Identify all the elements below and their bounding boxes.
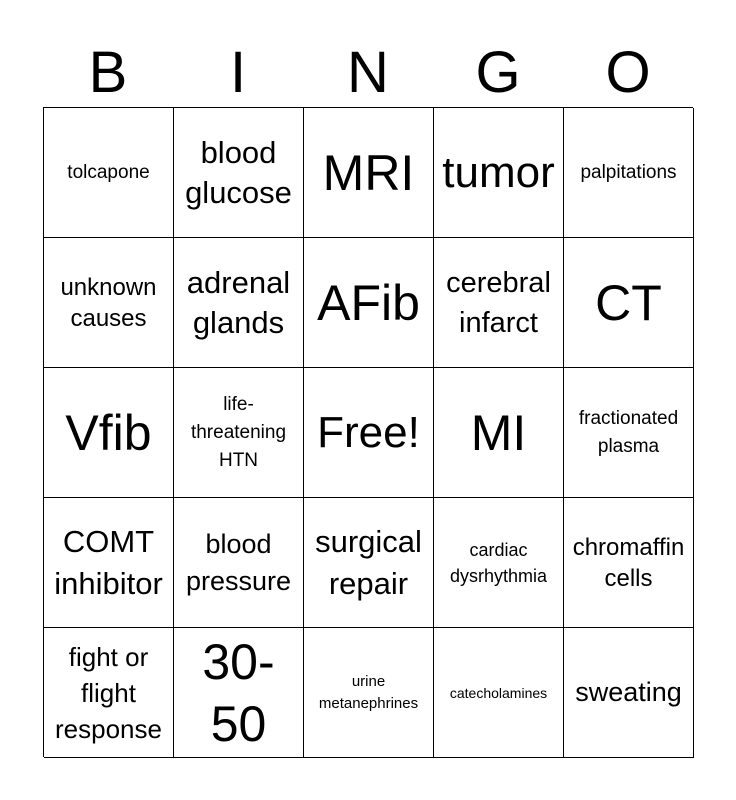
bingo-cell-r3c1[interactable] xyxy=(44,368,174,498)
bingo-cell-r2c5[interactable] xyxy=(564,238,694,368)
bingo-cell-r5c1[interactable] xyxy=(44,628,174,758)
bingo-cell-text: fight or flight response xyxy=(55,641,162,744)
bingo-cell-text: Free! xyxy=(317,407,420,457)
bingo-cell-r2c1[interactable] xyxy=(44,238,174,368)
bingo-cell-text: COMT inhibitor xyxy=(54,523,163,601)
bingo-cell-text: blood pressure xyxy=(185,528,292,596)
bingo-cell-text: tumor xyxy=(442,147,555,197)
bingo-cell-text: urine metanephrines xyxy=(318,672,419,712)
header-letter-g: G xyxy=(475,40,521,105)
bingo-cell-r5c3[interactable] xyxy=(304,628,434,758)
bingo-cell-r4c2[interactable] xyxy=(174,498,304,628)
bingo-cell-text: fractionated plasma xyxy=(578,407,679,457)
header-letter-n: N xyxy=(347,40,389,105)
header-letter-i: I xyxy=(229,40,247,105)
bingo-cell-r5c5[interactable] xyxy=(564,628,694,758)
bingo-cell-text: surgical repair xyxy=(315,523,422,601)
bingo-cell-r3c5[interactable] xyxy=(564,368,694,498)
bingo-cell-r1c4[interactable] xyxy=(434,108,564,238)
bingo-cell-text: unknown causes xyxy=(60,273,157,332)
bingo-cell-r2c2[interactable] xyxy=(174,238,304,368)
bingo-cell-r2c3[interactable] xyxy=(304,238,434,368)
bingo-cell-r1c5[interactable] xyxy=(564,108,694,238)
bingo-cell-r4c4[interactable] xyxy=(434,498,564,628)
bingo-cell-r5c2[interactable] xyxy=(174,628,304,758)
bingo-cell-text: MI xyxy=(470,404,527,461)
bingo-cell-text: MRI xyxy=(322,144,415,201)
bingo-cell-text: Vfib xyxy=(65,404,152,461)
bingo-cell-r1c2[interactable] xyxy=(174,108,304,238)
bingo-cell-text: life-threatening HTN xyxy=(190,393,287,471)
bingo-cell-r3c4[interactable] xyxy=(434,368,564,498)
bingo-cell-text: blood glucose xyxy=(185,134,292,210)
bingo-cell-r1c1[interactable] xyxy=(44,108,174,238)
bingo-cell-text: chromaffin cells xyxy=(572,533,685,592)
header-letter-b: B xyxy=(88,40,128,105)
bingo-cell-text: palpitations xyxy=(580,161,677,183)
bingo-cell-r5c4[interactable] xyxy=(434,628,564,758)
bingo-cell-text: catecholamines xyxy=(449,684,548,701)
bingo-cell-text: CT xyxy=(595,274,662,331)
bingo-cell-r4c5[interactable] xyxy=(564,498,694,628)
bingo-cell-r2c4[interactable] xyxy=(434,238,564,368)
bingo-cell-text: 30-50 xyxy=(202,633,275,752)
bingo-cell-text: AFib xyxy=(317,274,420,331)
bingo-cell-text: cardiac dysrhythmia xyxy=(449,539,548,586)
bingo-header xyxy=(43,40,693,106)
bingo-cell-r4c1[interactable] xyxy=(44,498,174,628)
header-letter-o: O xyxy=(605,40,651,105)
bingo-cell-r4c3[interactable] xyxy=(304,498,434,628)
bingo-cell-r1c3[interactable] xyxy=(304,108,434,238)
bingo-cell-text: cerebral infarct xyxy=(446,266,551,339)
bingo-cell-text: tolcapone xyxy=(67,161,150,183)
bingo-cell-r3c3[interactable] xyxy=(304,368,434,498)
bingo-cell-text: sweating xyxy=(575,677,682,707)
bingo-cell-text: adrenal glands xyxy=(186,264,291,340)
bingo-grid xyxy=(43,107,693,757)
bingo-cell-r3c2[interactable] xyxy=(174,368,304,498)
